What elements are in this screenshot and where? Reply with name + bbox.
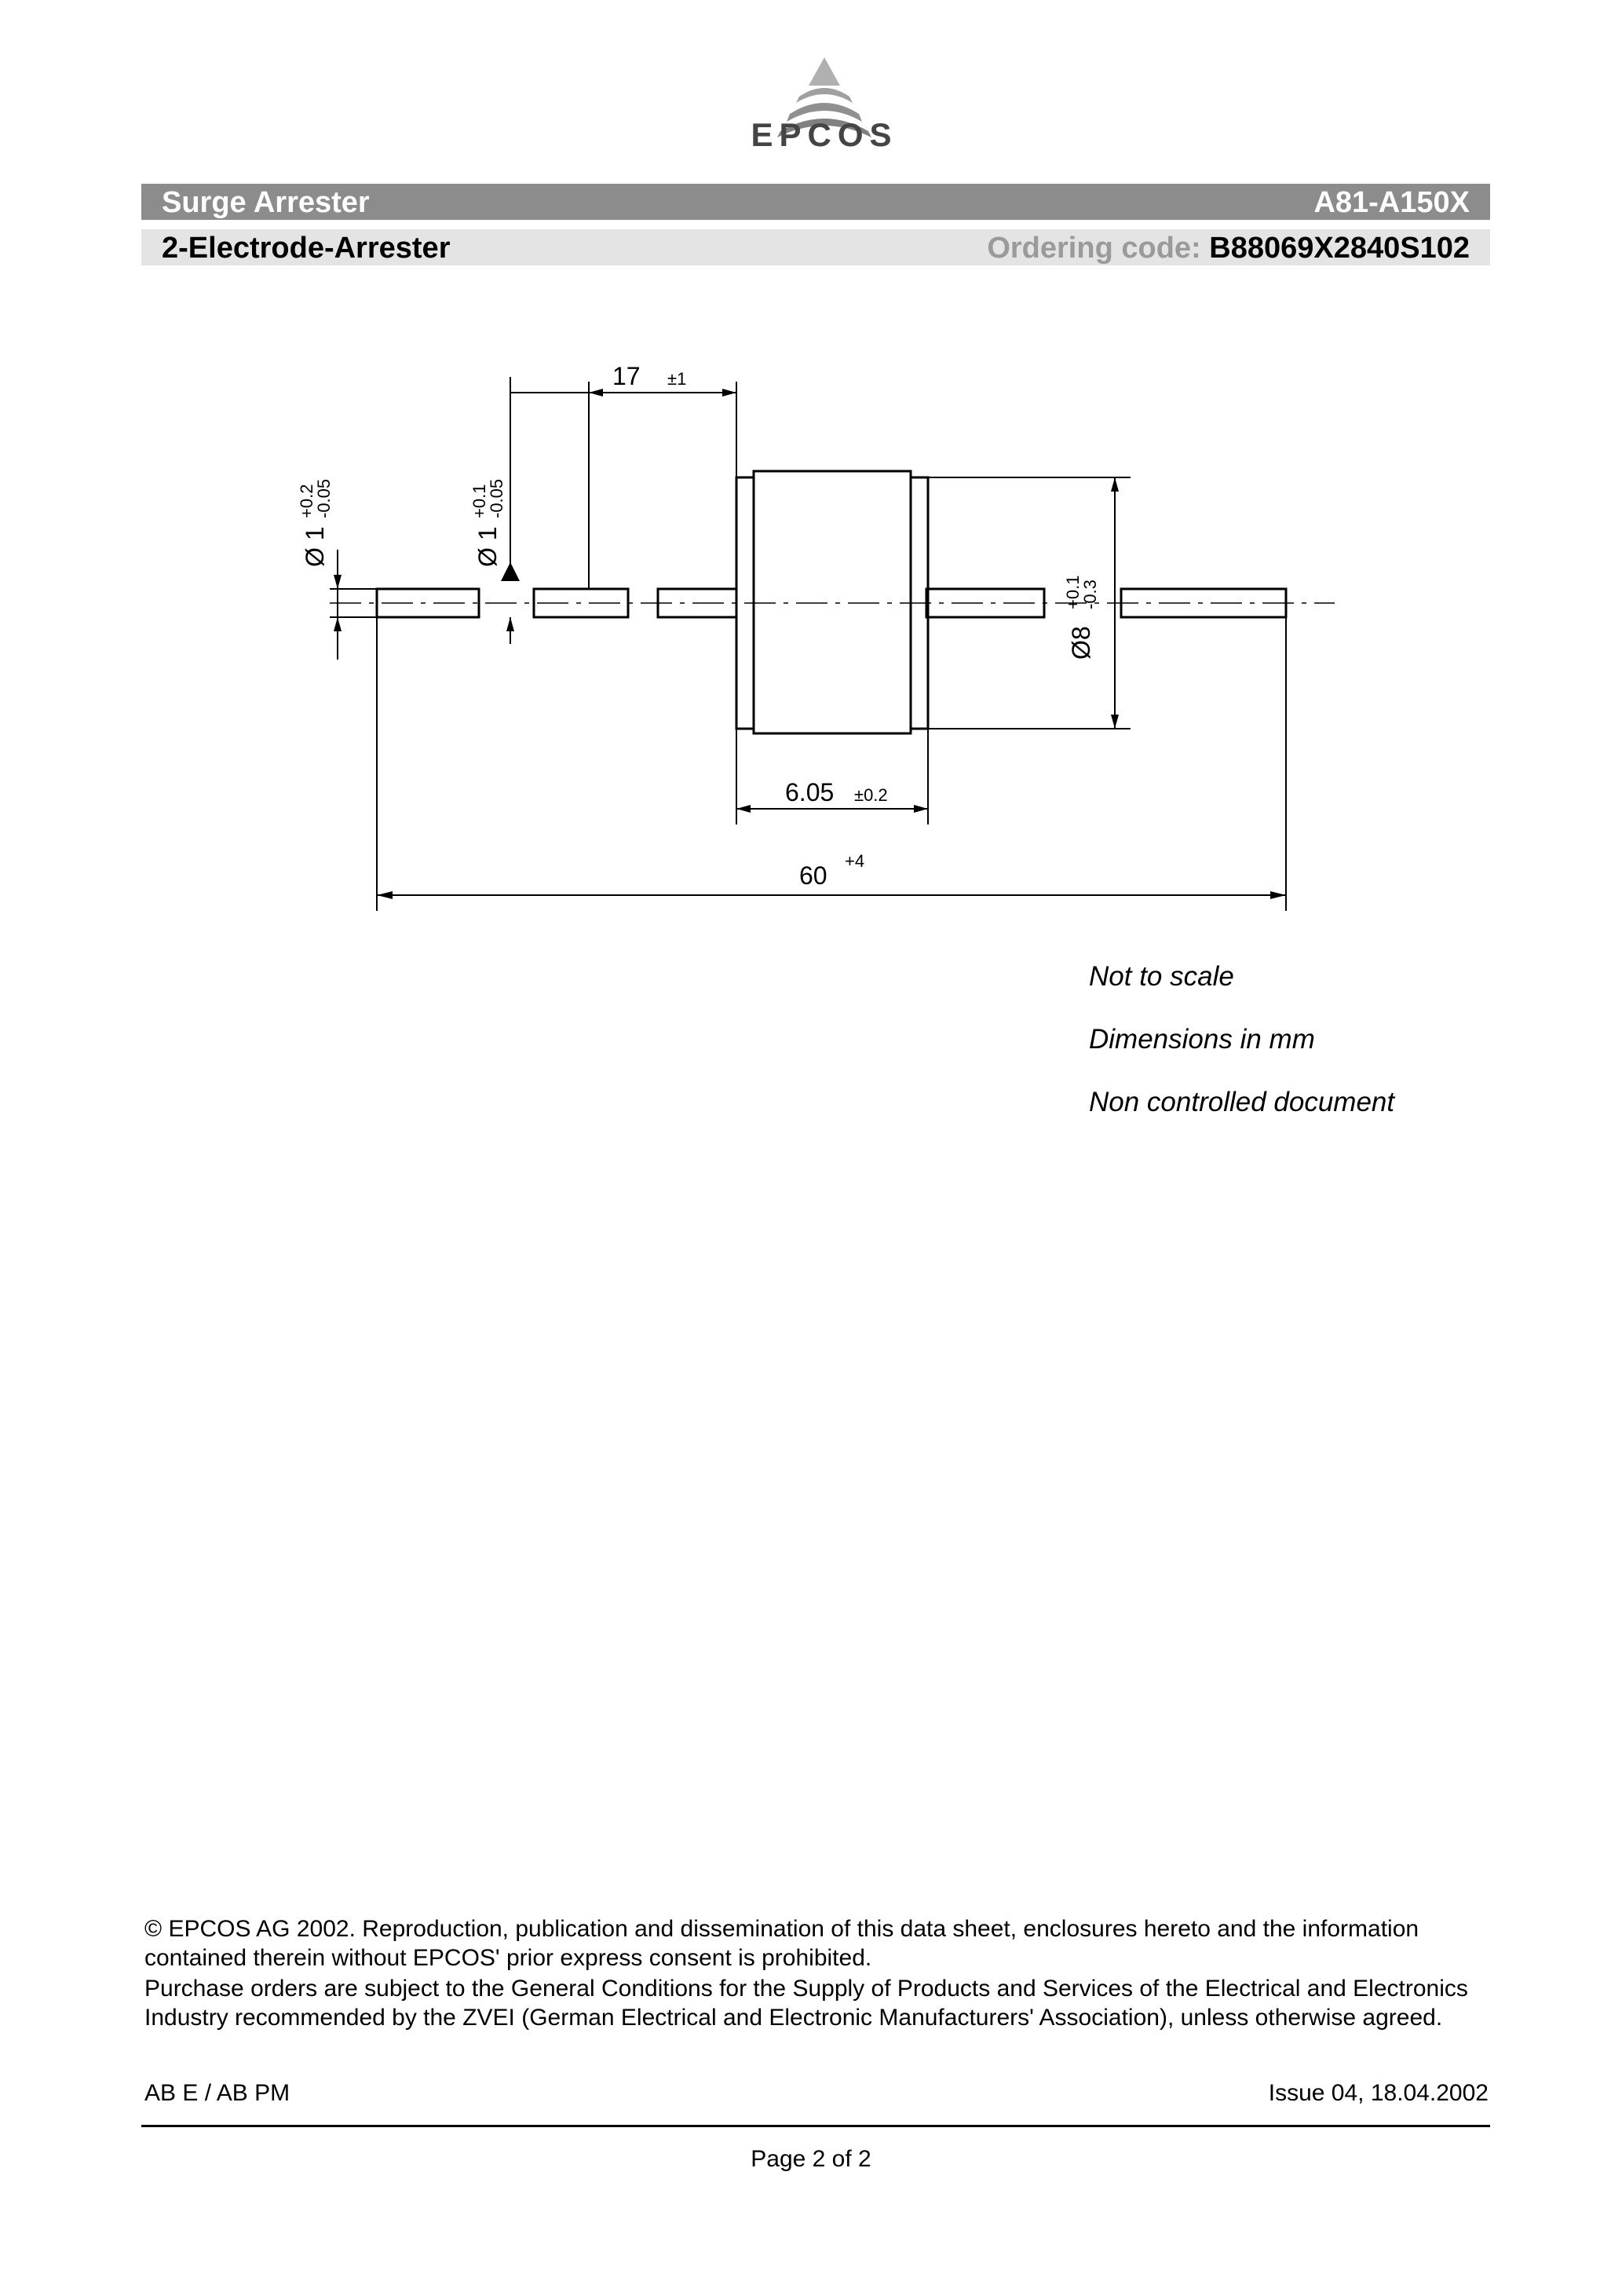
dim-lead-dia-b: Ø 1 [473,526,502,567]
dim-body-dia: Ø8 [1067,626,1095,660]
body-main [754,471,911,733]
dim-lead-dia-b-tol-minus: -0.05 [487,478,506,518]
footer-divider [141,2125,1490,2127]
footer-issue: Issue 04, 18.04.2002 [1268,2080,1489,2106]
footer-purchase: Purchase orders are subject to the General Conditions for the Supply of Products and Services of the Electrical and Electronics Industry recommended by the ZVEI (German Electrical and Electronic Manufacturers' Association), unless otherwise agreed. [144,1976,1468,2031]
part-number: A81-A150X [1313,186,1470,219]
product-type: 2-Electrode-Arrester [162,232,451,265]
ordering-code-block [987,232,1470,264]
subtitle-bar [141,229,1490,265]
dim-lead-spacing-tol: ±1 [667,369,687,389]
note-control: Non controlled document [1089,1087,1395,1117]
datum-triangle-icon [501,562,520,581]
note-scale: Not to scale [1089,961,1234,992]
dim-lead-dia-b-tol-plus: +0.1 [469,484,489,518]
dim-overall-length: 60 [799,861,827,890]
ordering-code-label: Ordering code: [987,232,1210,265]
note-units: Dimensions in mm [1089,1024,1315,1055]
dim-lead-dia-a: Ø 1 [301,526,329,567]
page-number: Page 2 of 2 [751,2146,871,2172]
dim-body-length: 6.05 [785,778,835,806]
footer-copyright: © EPCOS AG 2002. Reproduction, publication and dissemination of this data sheet, enclosures hereto and the information contained therein without EPCOS' prior express consent is prohibited. [144,1916,1419,1971]
footer-department: AB E / AB PM [144,2080,290,2106]
ordering-code: B88069X2840S102 [1209,232,1470,265]
lead-right-end [1121,589,1286,617]
dim-body-dia-tol-plus: +0.1 [1063,575,1083,609]
dim-body-dia-tol-minus: -0.3 [1080,579,1100,609]
logo-text: EPCOS [751,116,898,153]
dim-lead-dia-a-tol-minus: -0.05 [314,478,334,518]
product-category: Surge Arrester [162,186,370,219]
dim-overall-length-tol: +4 [845,851,865,871]
dim-lead-dia-a-tol-plus: +0.2 [297,484,316,518]
dim-body-length-tol: ±0.2 [854,785,888,805]
dim-lead-spacing: 17 [612,362,641,390]
dimension-drawing [283,345,1366,927]
title-bar [141,184,1490,220]
